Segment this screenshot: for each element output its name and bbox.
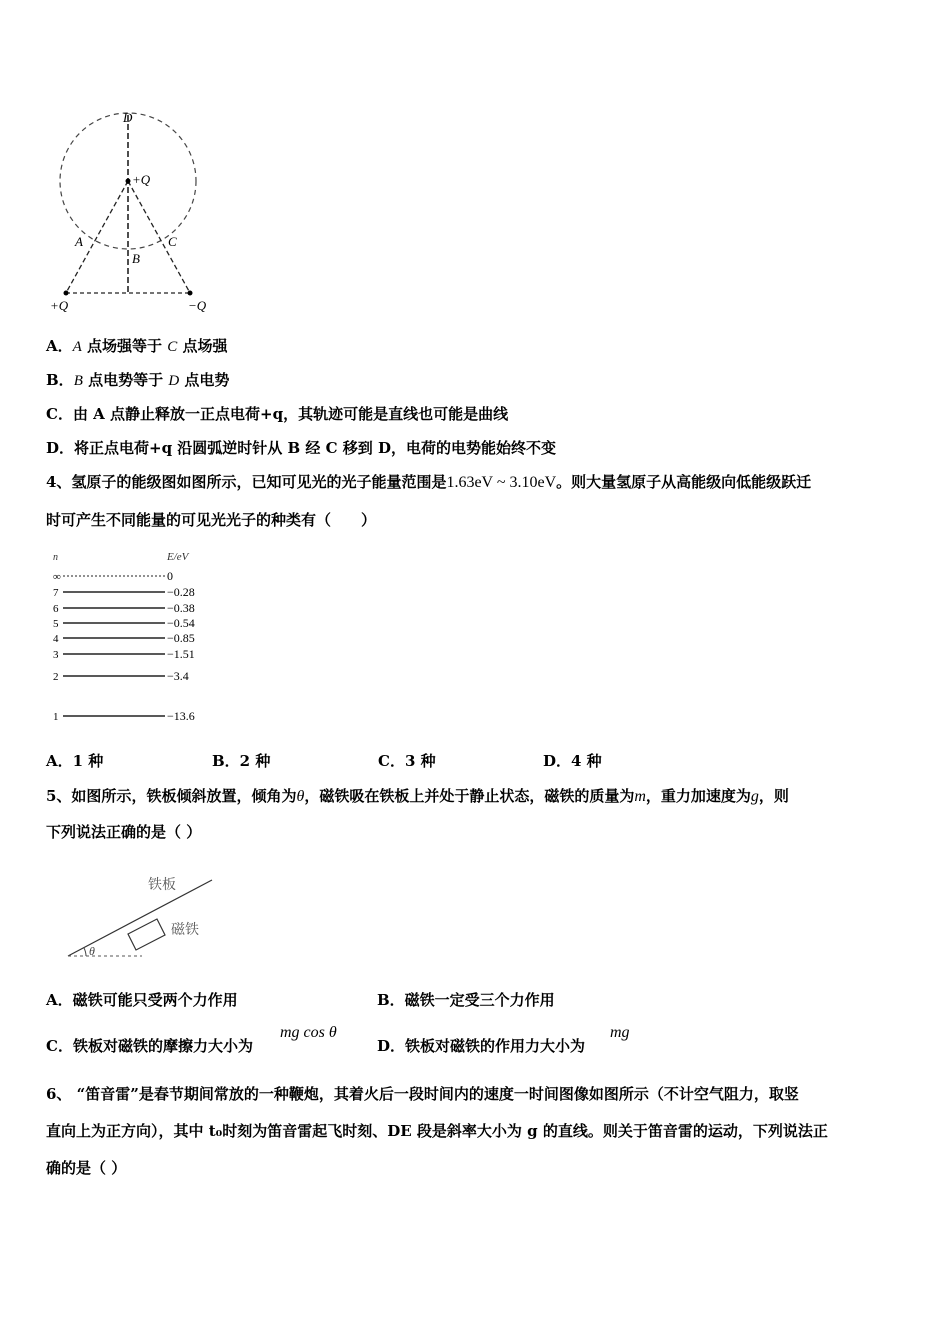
energy-level-value: 0 [167, 569, 173, 583]
energy-level-value: −3.4 [167, 669, 189, 683]
magnet-block [128, 919, 165, 950]
q3-circle-figure [40, 105, 230, 320]
energy-level-value: −0.28 [167, 585, 195, 599]
q4-stem-line2: 时可产生不同能量的可见光光子的种类有（ ） [46, 511, 377, 529]
q4-stem-line1: 4、氢原子的能级图如图所示，已知可见光的光子能量范围是1.63eV ~ 3.10eV。则大量氢原子从高能级向低能级跃迁 [46, 473, 812, 491]
q4-option-a: A．1 种 [46, 752, 104, 770]
energy-level-value: −0.85 [167, 631, 195, 645]
label-b: B [132, 251, 140, 266]
label-right-charge: −Q [188, 298, 207, 313]
energy-level-n: 5 [53, 618, 59, 630]
q4-option-d: D．4 种 [543, 752, 602, 770]
q6-line3: 确的是（ ） [46, 1159, 127, 1177]
label-d: D [123, 110, 133, 125]
energy-level-value: −0.38 [167, 601, 195, 615]
magnet-label: 磁铁 [171, 922, 199, 938]
q3-option-d: D．将正点电荷+q 沿圆弧逆时针从 B 经 C 移到 D，电荷的电势能始终不变 [46, 439, 557, 457]
label-left-charge: +Q [50, 298, 69, 313]
q5-option-d: D．铁板对磁铁的作用力大小为 [377, 1037, 586, 1055]
q3-option-b: B．B 点电势等于 D 点电势 [46, 371, 230, 389]
top-charge-dot [126, 179, 131, 184]
energy-range: 1.63eV ~ 3.10eV [446, 474, 557, 491]
label-a: A [75, 234, 83, 249]
q5-stem-line2: 下列说法正确的是（ ） [46, 823, 202, 841]
energy-level-n: 2 [53, 671, 59, 683]
q6-line2: 直向上为正方向），其中 t₀时刻为笛音雷起飞时刻、DE 段是斜率大小为 g 的直线。则关于笛音雷的运动，下列说法正 [46, 1122, 828, 1140]
label-top-charge: +Q [132, 172, 151, 187]
q5-option-c-formula: mg cos θ [280, 1024, 337, 1041]
angle-arc [84, 948, 86, 956]
q5-option-b: B．磁铁一定受三个力作用 [377, 991, 555, 1009]
right-charge-dot [188, 291, 193, 296]
inclined-plate-figure [60, 868, 230, 963]
right-dashed-side [128, 181, 190, 293]
plate-label: 铁板 [148, 877, 176, 893]
energy-level-n: 1 [53, 711, 59, 723]
angle-label: θ [89, 944, 95, 958]
energy-level-value: −1.51 [167, 647, 195, 661]
q5-option-a: A．磁铁可能只受两个力作用 [46, 991, 238, 1009]
q3-option-a: A．A 点场强等于 C 点场强 [46, 337, 228, 355]
q3-option-c: C．由 A 点静止释放一正点电荷+q，其轨迹可能是直线也可能是曲线 [46, 405, 509, 423]
q5-stem-line1: 5、如图所示，铁板倾斜放置，倾角为θ，磁铁吸在铁板上并处于静止状态，磁铁的质量为m，重力加速度为g，则 [46, 787, 789, 805]
q6-line1: 6、 “笛音雷”是春节期间常放的一种鞭炮，其着火后一段时间内的速度一时间图像如图所示（不计空气阻力，取竖 [46, 1085, 799, 1103]
energy-level-value: −13.6 [167, 709, 195, 723]
energy-level-n: 4 [53, 633, 59, 645]
left-charge-dot [64, 291, 69, 296]
energy-level-diagram [45, 546, 220, 726]
q4-option-c: C．3 种 [378, 752, 436, 770]
n-header: n [53, 552, 58, 563]
e-header: E/eV [167, 551, 189, 563]
energy-level-n: 7 [53, 587, 59, 599]
energy-level-n: 3 [53, 649, 59, 661]
q4-option-b: B．2 种 [212, 752, 271, 770]
q5-option-d-formula: mg [610, 1024, 630, 1041]
q5-option-c: C．铁板对磁铁的摩擦力大小为 [46, 1037, 253, 1055]
energy-level-n: 6 [53, 603, 59, 615]
energy-level-n: ∞ [53, 571, 61, 583]
energy-level-value: −0.54 [167, 616, 195, 630]
label-c: C [168, 234, 177, 249]
